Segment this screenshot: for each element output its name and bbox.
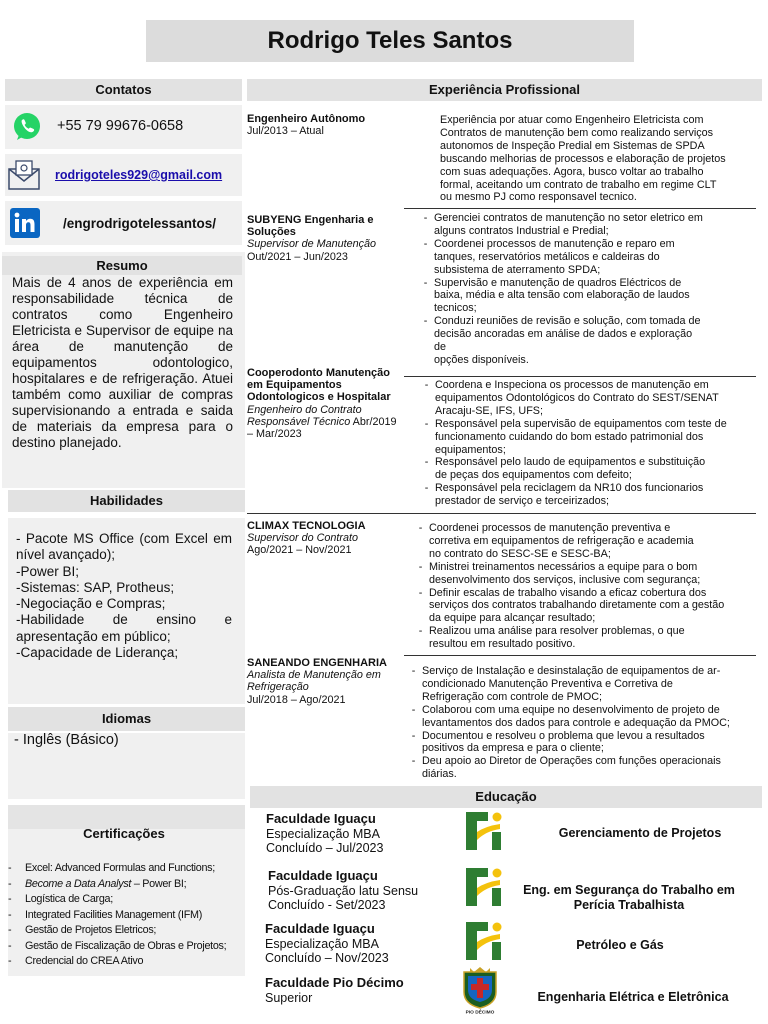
cert-item: - Integrated Facilities Management (IFM): [8, 908, 203, 921]
exp-2-meta: [247, 367, 399, 440]
exp-0-empresa: Engenheiro Autônomo: [247, 113, 366, 125]
divider: [404, 208, 756, 209]
skill-item: -Capacidade de Liderança;: [16, 645, 179, 661]
exp-3-cargo: Supervisor do Contrato: [247, 532, 359, 545]
bullet-item: - Coordenei processos de manutenção e reparo em tanques, reservatórios metálicos e caldeiras do subsistema de aterramento SPDA;: [423, 237, 675, 276]
divider: [247, 513, 756, 514]
skill-item: -Sistemas: SAP, Protheus;: [16, 579, 175, 595]
edu-2-curso: Petróleo e Gás: [576, 938, 664, 952]
idioma-item: - Inglês (Básico): [14, 732, 119, 748]
skill-item: -Negociação e Compras;: [16, 596, 166, 612]
fi-logo-icon: [464, 810, 508, 852]
exp-1-itens: [417, 212, 757, 367]
bullet-item: - Responsável pela supervisão de equipamentos com teste de funcionamento cuidando do bom estado patrimonial dos equipamentos;: [424, 417, 727, 456]
edu-2-info: Faculdade Iguaçu Especialização MBA Concluído – Nov/2023: [265, 921, 389, 965]
exp-1-periodo: Out/2021 – Jun/2023: [247, 250, 348, 263]
cert-item: - Credencial do CREA Ativo: [8, 955, 144, 967]
edu-0-curso: Gerenciamento de Projetos: [558, 826, 722, 840]
bullet-item: - Supervisão e manutenção de quadros Eléctricos de baixa, média e alta tensão com elaboração de laudos tecnicos;: [423, 276, 690, 315]
exp-0-meta: [247, 113, 407, 137]
bullet-item: - Conduzi reuniões de revisão e solução, com tomada de decisão ancoradas em análise de dados e exploração de opções disponíveis.: [423, 315, 701, 366]
email-row: [5, 154, 242, 196]
skill-item: -Habilidade de ensino e apresentação em público;: [16, 612, 232, 644]
cert-item: - Gestão de Fiscalização de Obras e Projetos;: [8, 939, 227, 952]
idiomas-header: Idiomas: [8, 707, 245, 731]
exp-2-cargo: Engenheiro do Contrato Responsável Técnico: [247, 403, 362, 428]
exp-3-periodo: Ago/2021 – Nov/2021: [247, 544, 352, 557]
cert-item: - Logística de Carga;: [8, 893, 113, 905]
skill-item: - Pacote MS Office (com Excel em nível avançado);: [16, 531, 232, 563]
exp-3-itens: [412, 522, 762, 651]
bullet-item: - Definir escalas de trabalho visando a eficaz cobertura dos serviços dos contratos trabalhando diretamente com a gestão da equipe para alcançar resultado;: [418, 586, 725, 625]
edu-1-info: Faculdade Iguaçu Pós-Graduação latu Sensu Concluído - Set/2023: [268, 868, 419, 912]
phone-row: [5, 105, 242, 149]
exp-4-meta: [247, 657, 407, 706]
bullet-item: - Responsável pelo laudo de equipamentos e substituição de peças dos equipamentos com defeito;: [424, 456, 706, 482]
resumo-text: Mais de 4 anos de experiência em responsabilidade técnica de contratos como Engenheiro Eletricista e Supervisor de equipe na área de manutenção de equipamentos odontologico, hospitalares e de refrigeração. Atuei também como auxiliar de compras supervisionando a entrada e saida de materiais da empresa para o destino planejado.: [12, 275, 233, 450]
exp-3-meta: [247, 520, 407, 557]
email-icon: [7, 159, 41, 191]
bullet-item: - Realizou uma análise para resolver problemas, o que resultou em resultado positivo.: [418, 625, 685, 651]
exp-4-empresa: SANEANDO ENGENHARIA: [247, 657, 387, 669]
exp-0-periodo: Jul/2013 – Atual: [247, 125, 324, 138]
bullet-item: - Ministrei treinamentos necessários a equipe para o bom desenvolvimento dos serviços, inclusive com segurança;: [418, 560, 701, 586]
whatsapp-icon: [11, 111, 43, 143]
bullet-item: - Coordenei processos de manutenção preventiva e corretiva em equipamentos de refrigeração e academia no contrato do SESC-SE e SESC-BA;: [418, 522, 694, 560]
exp-3-empresa: CLIMAX TECNOLOGIA: [247, 520, 366, 532]
exp-0-descricao: Experiência por atuar como Engenheiro Eletricista com Contratos de manutenção bem como realizando serviços autonomos de Inspeção Predial em Sistemas de SPDA buscando melhorias de processos e elaboração de projetos com suas adequações. Agora, busco voltar ao trabalho formal, aceitando um contrato de trabalho em regime CLT ou mesmo PJ como responsavel tecnico.: [440, 114, 726, 204]
exp-1-meta: [247, 214, 392, 263]
edu-0-info: Faculdade Iguaçu Especialização MBA Concluído – Jul/2023: [266, 811, 384, 855]
divider: [404, 655, 756, 656]
bullet-item: - Colaborou com uma equipe no desenvolvimento de projeto de levantamentos dos dados para controle e adequação da PMOC;: [411, 703, 730, 729]
certificacoes-header: Certificações: [83, 826, 165, 841]
linkedin-row: [5, 201, 242, 245]
fi-logo-icon: [464, 920, 508, 962]
bullet-item: - Documentou e resolveu o problema que levou a resultados positivos da empresa e para o cliente;: [411, 729, 705, 755]
edu-3-info: Faculdade Pio Décimo Superior: [265, 975, 404, 1005]
bullet-item: - Deu apoio ao Diretor de Operações com funções operacionais diárias.: [411, 755, 721, 781]
bullet-item: - Gerenciei contratos de manutenção no setor eletrico em alguns contratos Industrial e Predial;: [423, 212, 703, 237]
edu-3-curso: Engenharia Elétrica e Eletrônica: [537, 990, 729, 1004]
habilidades-header: Habilidades: [8, 490, 245, 512]
certificacoes-list: [8, 861, 236, 970]
resume-name: Rodrigo Teles Santos: [146, 20, 634, 62]
exp-2-itens: [418, 379, 758, 510]
exp-1-empresa: SUBYENG Engenharia e Soluções: [247, 214, 374, 239]
exp-4-cargo: Analista de Manutenção em Refrigeração: [247, 669, 381, 694]
pio-decimo-crest-icon: [460, 966, 500, 1014]
linkedin-icon: [10, 208, 40, 238]
fi-logo-icon: [464, 866, 508, 908]
cert-item: - Excel: Advanced Formulas and Functions;: [8, 862, 215, 874]
skill-item: -Power BI;: [16, 563, 80, 579]
habilidades-list: [16, 531, 232, 661]
exp-4-periodo: Jul/2018 – Ago/2021: [247, 693, 346, 706]
phone-number[interactable]: +55 79 99676-0658: [57, 118, 184, 134]
svg-text:PIO DÉCIMO: PIO DÉCIMO: [465, 1010, 495, 1014]
contatos-header: Contatos: [5, 79, 242, 101]
exp-2-periodo: Abr/2019 – Mar/2023: [247, 415, 397, 441]
exp-4-itens: [405, 665, 765, 781]
resumo-header: Resumo: [2, 256, 242, 275]
linkedin-handle[interactable]: /engrodrigotelessantos/: [63, 216, 217, 231]
bullet-item: - Responsável pela reciclagem da NR10 dos funcionarios prestador de serviço e terceirizados;: [424, 482, 704, 508]
cert-item: - Gestão de Projetos Eletricos;: [8, 924, 157, 936]
experiencia-header: Experiência Profissional: [247, 79, 762, 101]
email-link[interactable]: rodrigoteles929@gmail.com: [55, 168, 223, 182]
divider: [404, 376, 756, 377]
exp-1-cargo: Supervisor de Manutenção: [247, 238, 377, 251]
bullet-item: - Coordena e Inspeciona os processos de manutenção em equipamentos Odontológicos do Contrato do SEST/SENAT Aracaju-SE, IFS, UFS;: [424, 379, 719, 417]
educacao-header: Educação: [250, 786, 762, 808]
bullet-item: - Serviço de Instalação e desinstalação de equipamentos de ar- condicionado Manutenção Preventiva e Corretiva de Refrigeração com controle de PMOC;: [411, 665, 721, 703]
cert-item: - Become a Data Analyst – Power BI;: [8, 877, 187, 890]
edu-1-curso: Eng. em Segurança do Trabalho em Perícia Trabalhista: [523, 883, 735, 912]
exp-2-empresa: Cooperodonto Manutenção em Equipamentos Odontologicos e Hospitalar: [247, 367, 391, 404]
